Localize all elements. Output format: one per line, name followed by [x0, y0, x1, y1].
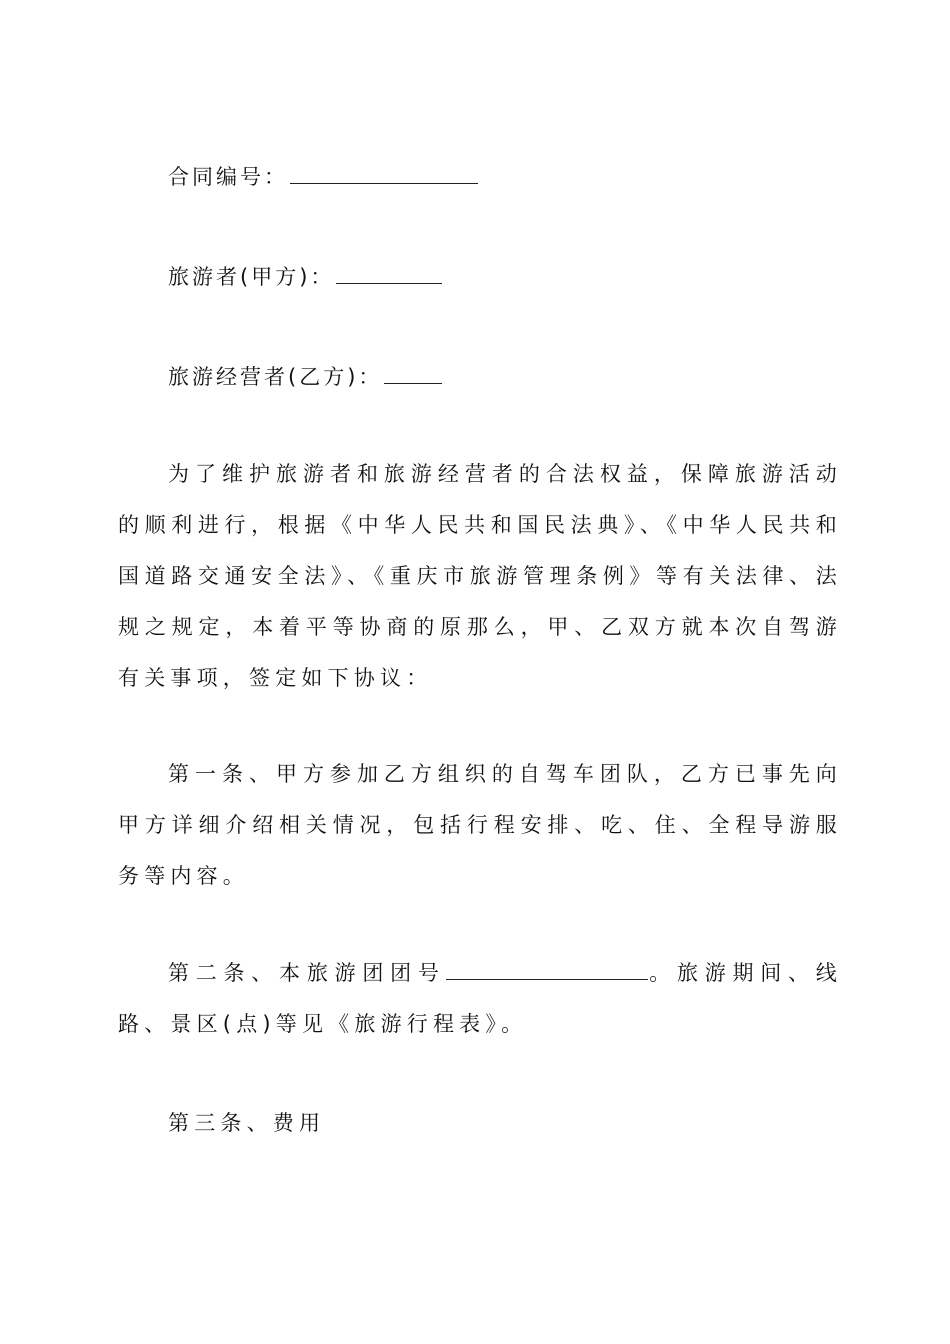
party-a-line — [168, 262, 442, 292]
party-b-blank — [384, 363, 442, 384]
article-2-paragraph — [118, 948, 842, 1050]
tour-group-number-blank — [446, 959, 648, 980]
contract-number-blank — [290, 163, 478, 184]
article-2-text-after: 。旅游期间、线路、景区(点)等见《旅游行程表》。 — [118, 961, 843, 1036]
article-1-paragraph: 第一条、甲方参加乙方组织的自驾车团队，乙方已事先向甲方详细介绍相关情况，包括行程安排、吃、住、全程导游服务等内容。 — [118, 762, 842, 888]
preamble-paragraph: 为了维护旅游者和旅游经营者的合法权益，保障旅游活动的顺利进行，根据《中华人民共和国民法典》、《中华人民共和国道路交通安全法》、《重庆市旅游管理条例》等有关法律、法规之规定，本着平等协商的原那么，甲、乙双方就本次自驾游有关事项，签定如下协议： — [118, 462, 842, 690]
article-2-text-before: 第二条、本旅游团团号 — [168, 961, 446, 985]
article-3-heading: 第三条、费用 — [168, 1111, 326, 1135]
party-a-blank — [336, 263, 442, 284]
party-b-label: 旅游经营者(乙方)： — [168, 365, 383, 389]
contract-number-line — [168, 162, 478, 192]
party-b-line — [168, 362, 442, 392]
party-a-label: 旅游者(甲方)： — [168, 265, 335, 289]
contract-number-label: 合同编号： — [168, 165, 288, 189]
